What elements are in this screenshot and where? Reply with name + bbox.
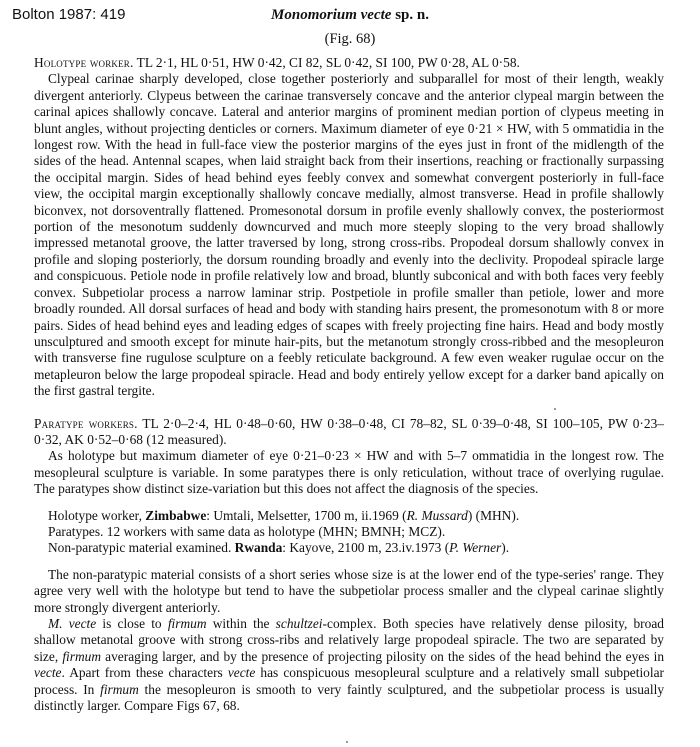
text-run: has conspicuous mesopleural sculpture and a relatively small subpetiolar process. In xyxy=(34,665,665,697)
source-citation: Bolton 1987: 419 xyxy=(12,6,126,23)
text-run: averaging larger, and by the presence of projecting pilosity on the sides of the head behind the eyes in xyxy=(101,648,665,664)
text-run: the mesopleuron is smooth to very faintly sculptured, and the subpetiolar process is usually distinctly larger. Compare Figs 67, 68. xyxy=(34,681,665,714)
paratype-heading: Paratype workers. xyxy=(34,415,138,431)
species-ref: M. vecte xyxy=(48,616,97,631)
species-ref: vecte xyxy=(34,665,62,681)
holotype-country: Zimbabwe xyxy=(145,507,207,523)
text-run: -complex. Both species have relatively dense pilosity, broad shallow metanotal groove with strong cross-ribs and relatively large propodeal spiracle. The two are separated by size, xyxy=(34,616,664,664)
holotype-description: Clypeal carinae sharply developed, close together posteriorly and subparallel for most of their length, weakly divergent anteriorly. Clypeus between the carinae transversely concave and the anterior clypeal margin between the carinal apices shallowly concave. Lateral and anterior margins of prominent median portion of clypeus meeting in blunt angles, without projecting denticles or corners. Maximum diameter of eye 0·21 × HW, with 5 ommatidia in the longest row. With the head in full-face view the posterior margins of the eyes just in front of the midlength of the sides of the head. Antennal scapes, when laid straight back from their insertions, reaching or fractionally surpassing the occipital margin. Sides of head behind eyes feebly convex and somewhat convergent posteriorly in full-face view, the occipital margin exceptionally shallowly concave medially, almost transverse. Head in profile shallowly biconvex, not dorsoventrally flattened. Promesonotal dorsum in profile evenly shallowly convex, the posteriormost portion of the mesonotum suddenly downcurved and much more steeply sloping to the very broad shallowly impressed metanotal groove, the latter traversed by long, strong cross-ribs. Propodeal dorsum shallowly convex in profile and sloping posteriorly, the dorsum rounding broadly and evenly into the declivity. Propodeal spiracle large and conspicuous. Petiole node in profile relatively low and broad, bluntly subconical and with both faces very feebly convex. Subpetiolar process a narrow laminar strip. Postpetiole in profile smaller than petiole, lower and more broadly rounded. All dorsal surfaces of head and body with standing hairs present, the promesonotum with 8 or more pairs. Sides of head behind eyes and leading edges of scapes with freely projecting fine hairs. Head and body mostly unsculptured and smooth except for minute hair-pits, but the metanotum strongly cross-ribbed and the mesopleuron with transverse fine rugulose sculpture on a feebly reticulate background. A few even weaker rugulae occur on the metapleuron below the large propodeal spiracle. Head and body entirely yellow except for a darker band apically on the first gastral tergite. xyxy=(34,71,664,399)
nonparatypic-prefix: Non-paratypic material examined. xyxy=(48,540,235,556)
species-ref: firmum xyxy=(167,616,207,631)
section-spacer xyxy=(34,498,664,508)
paratype-measurements xyxy=(34,416,664,449)
holotype-material-line xyxy=(34,508,664,524)
text-run: . Apart from these characters xyxy=(61,665,228,681)
holotype-heading: Holotype worker. xyxy=(34,55,134,70)
text-run: within the xyxy=(206,616,276,631)
species-ref: firmum xyxy=(62,648,102,664)
section-spacer xyxy=(34,557,664,567)
nonparatypic-suffix: ). xyxy=(501,540,510,556)
scan-speck xyxy=(346,741,348,743)
material-section xyxy=(34,508,664,557)
nonparatypic-country: Rwanda xyxy=(234,540,283,556)
nonparatypic-locality: : Kayove, 2100 m, 23.iv.1973 ( xyxy=(282,540,450,556)
holotype-material-prefix: Holotype worker, xyxy=(48,507,146,523)
species-name: Monomorium vecte xyxy=(271,7,392,23)
figure-reference: (Fig. 68) xyxy=(324,31,376,47)
paratypes-material-line: Paratypes. 12 workers with same data as holotype (MHN; BMNH; MCZ). xyxy=(48,523,446,539)
body-text xyxy=(34,55,664,714)
nonparatypic-collector: P. Werner xyxy=(449,540,502,556)
section-spacer xyxy=(34,400,664,416)
species-ref: vecte xyxy=(227,665,256,681)
scan-speck xyxy=(554,408,556,410)
species-title xyxy=(0,7,700,24)
nonparatypic-material-line xyxy=(34,540,664,556)
holotype-collector: R. Mussard xyxy=(406,507,468,523)
paratype-measurement-values: TL 2·0–2·4, HL 0·48–0·60, HW 0·38–0·48, CI 78–82, SL 0·39–0·48, SI 100–105, PW 0·23–0·32, AK 0·52–0·68 (12 measured). xyxy=(34,415,664,447)
holotype-material-suffix: ) (MHN). xyxy=(467,507,520,523)
holotype-locality: : Umtali, Melsetter, 1700 m, ii.1969 ( xyxy=(206,507,407,523)
text-run: is close to xyxy=(96,616,168,631)
discussion-paragraph-2 xyxy=(34,616,664,714)
discussion-paragraph-1: The non-paratypic material consists of a short series whose size is at the lower end of the type-series' range. They agree very well with the holotype but tend to have the subpetiolar process smaller and the clypeal carinae slightly more strongly divergent anteriorly. xyxy=(34,566,664,615)
paratype-description: As holotype but maximum diameter of eye 0·21–0·23 × HW and with 5–7 ommatidia in the longest row. The mesopleural sculpture is variable. In some paratypes there is only reticulation, without trace of overlying rugulae. The paratypes show distinct size-variation but this does not affect the diagnosis of the species. xyxy=(34,448,664,497)
holotype-measurement-values: TL 2·1, HL 0·51, HW 0·42, CI 82, SL 0·42, SI 100, PW 0·28, AL 0·58. xyxy=(133,55,520,70)
species-ref: schultzei xyxy=(275,616,323,631)
holotype-measurements xyxy=(34,55,664,71)
species-ref: firmum xyxy=(100,681,139,697)
species-suffix: sp. n. xyxy=(391,7,429,23)
